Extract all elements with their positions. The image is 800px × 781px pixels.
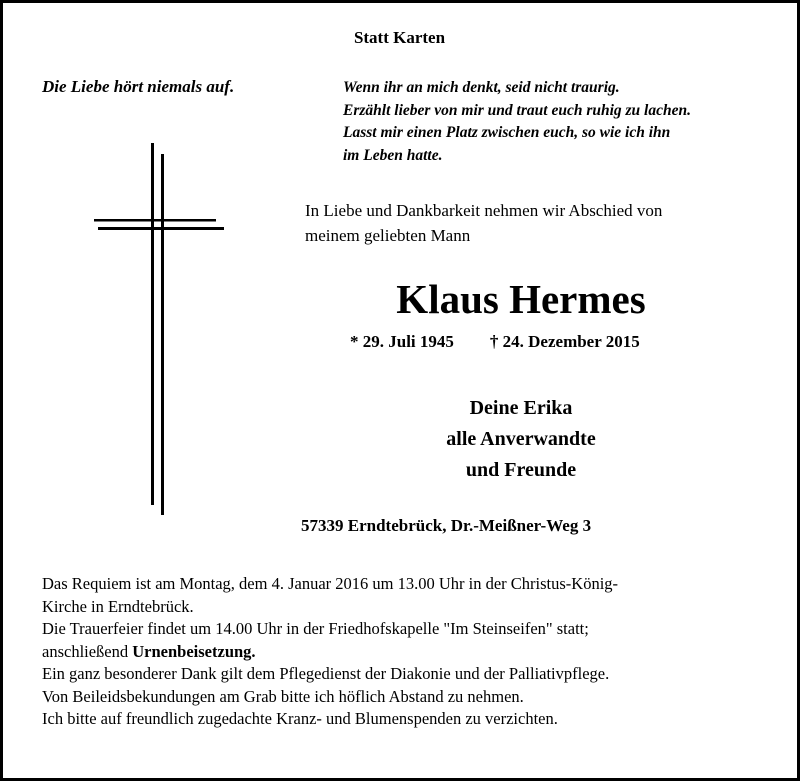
body-line: [42, 641, 618, 664]
body-line: Die Trauerfeier findet um 14.00 Uhr in der Friedhofskapelle "Im Steinseifen" statt;: [42, 619, 589, 638]
deceased-name: Klaus Hermes: [396, 276, 646, 322]
body-line: Kirche in Erndtebrück.: [42, 596, 194, 616]
body-line: Ein ganz besonderer Dank gilt dem Pflegedienst der Diakonie und der Palliativpflege.: [42, 664, 610, 683]
birth-date: * 29. Juli 1945: [350, 332, 454, 351]
death-date: † 24. Dezember 2015: [489, 332, 640, 351]
family-line: Deine Erika: [469, 397, 573, 419]
poem-line: im Leben hatte.: [343, 146, 443, 164]
poem-line: Lasst mir einen Platz zwischen euch, so wie ich ihn: [343, 124, 671, 141]
body-line: Ich bitte auf freundlich zugedachte Kranz- und Blumenspenden zu verzichten.: [42, 709, 558, 728]
intro-text: [305, 198, 662, 248]
family-line: und Freunde: [465, 459, 577, 481]
family-line: alle Anverwandte: [446, 428, 596, 450]
service-details: [42, 573, 618, 731]
intro-line: In Liebe und Dankbarkeit nehmen wir Abschied von: [305, 201, 663, 220]
address: 57339 Erndtebrück, Dr.-Meißner-Weg 3: [301, 516, 592, 535]
body-line-prefix: anschließend: [42, 641, 133, 661]
body-line: Von Beileidsbekundungen am Grab bitte ich höflich Abstand zu nehmen.: [42, 686, 524, 706]
header-title: Statt Karten: [353, 28, 446, 47]
poem-line: Erzählt lieber von mir und traut euch ruhig zu lachen.: [343, 101, 691, 119]
life-dates: [350, 332, 640, 352]
intro-line: meinem geliebten Mann: [305, 226, 471, 245]
body-line: Das Requiem ist am Montag, dem 4. Januar 2016 um 13.00 Uhr in der Christus-König-: [42, 574, 619, 593]
poem-line: Wenn ihr an mich denkt, seid nicht traurig.: [343, 79, 620, 96]
urn-burial-emphasis: Urnenbeisetzung.: [132, 641, 256, 661]
motto: Die Liebe hört niemals auf.: [42, 77, 235, 96]
family-signature: [305, 393, 737, 486]
